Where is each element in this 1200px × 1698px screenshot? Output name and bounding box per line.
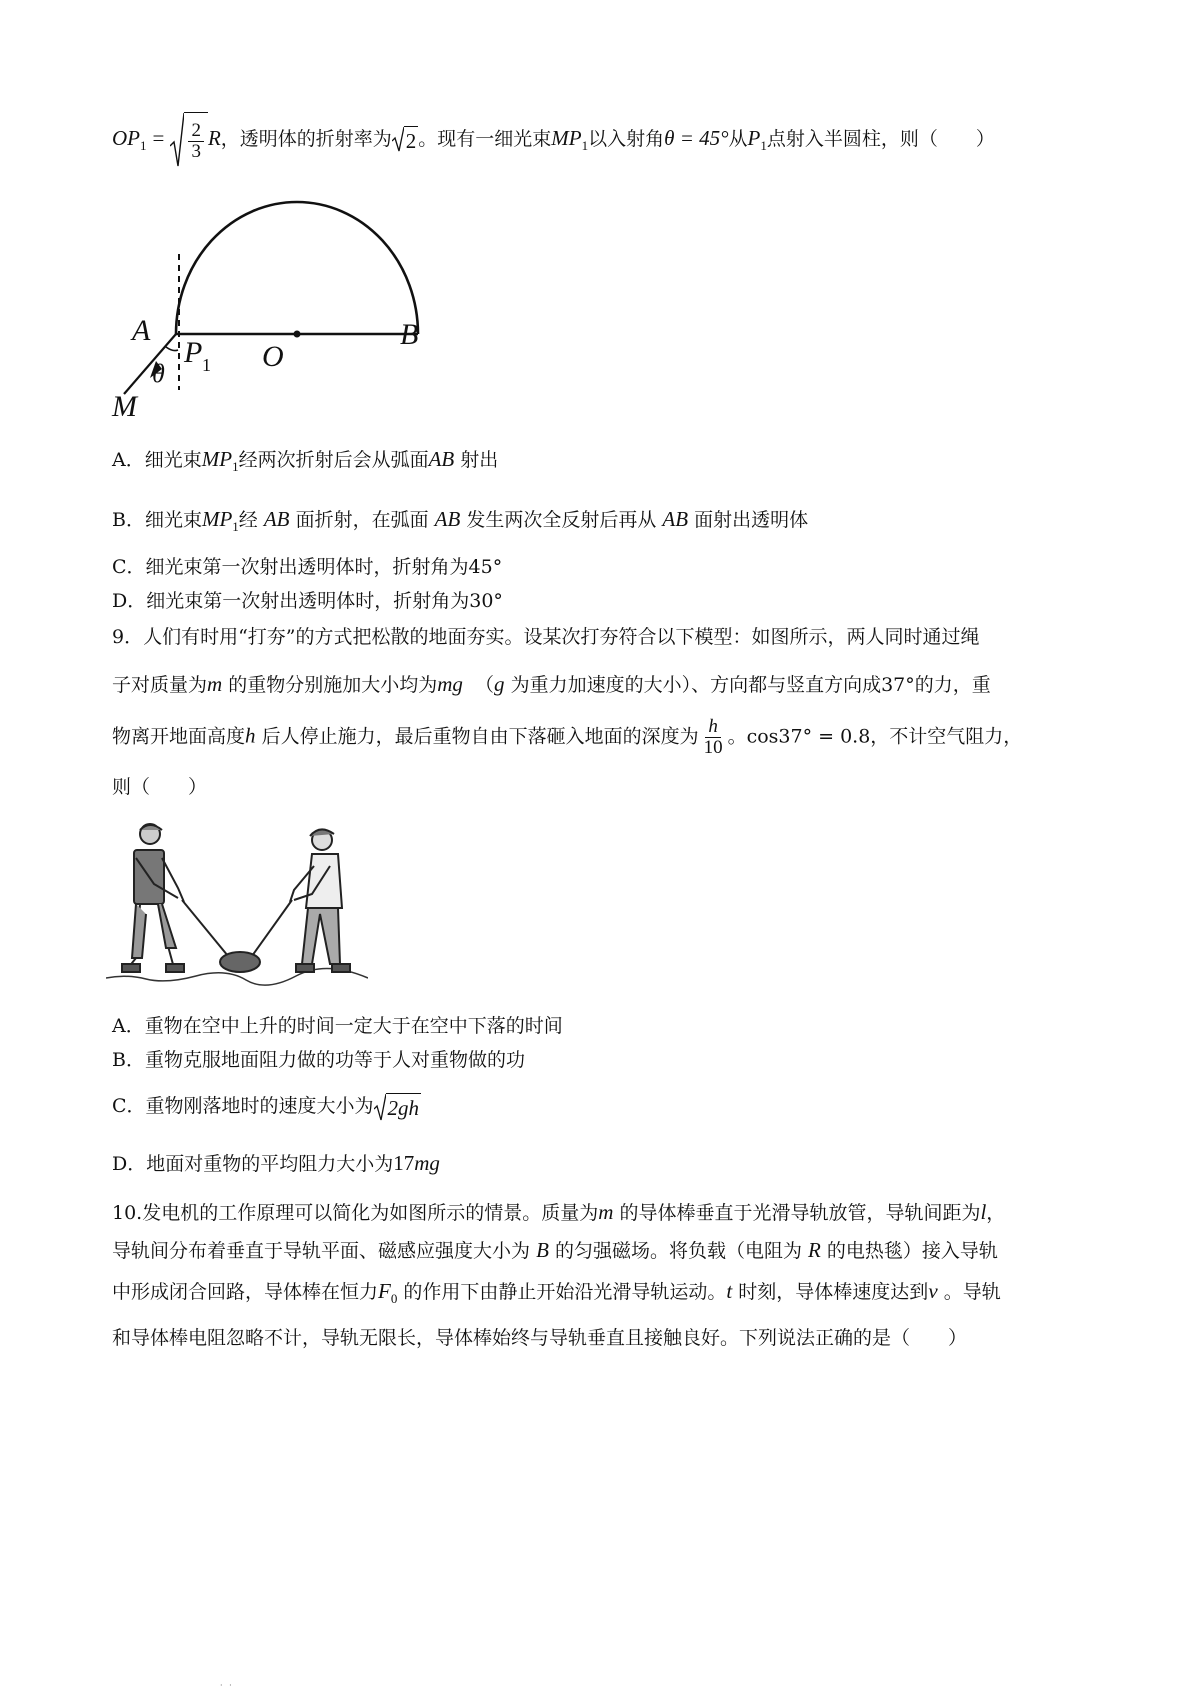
svg-text:θ: θ: [152, 359, 165, 388]
q8-intro-line: $OP_1$ = $\frac{2}{3}$ R，透明体的折射率为 2 。现有一细光束$MP_1$以入射角θ = 45°从$P_1$点射入半圆柱，则（ ）: [112, 112, 995, 168]
rope-left: [182, 900, 228, 956]
center-point-O: [294, 331, 301, 338]
rope-right: [252, 900, 292, 956]
svg-text:A: A: [132, 314, 151, 347]
semicircle-figure: [110, 180, 440, 425]
op1-symbol: $OP_1$: [112, 126, 147, 153]
sqrt-2gh: 2gh: [374, 1093, 422, 1121]
fraction-2-3: $\frac{2}{3}$: [188, 121, 204, 162]
q8-option-a: A．细光束$MP_1$经两次折射后会从弧面AB 射出: [112, 447, 499, 474]
q8-option-d: D．细光束第一次射出透明体时，折射角为30°: [112, 590, 503, 612]
fraction-h-10: $\frac{h}{10}$: [703, 716, 723, 758]
q9-option-a: A．重物在空中上升的时间一定大于在空中下落的时间: [112, 1015, 563, 1037]
q9-line-2: 子对质量为m 的重物分别施加大小均为mg （g 为重力加速度的大小）、方向都与竖直方向成37°的力，重: [112, 672, 991, 696]
q10-line-2: 导轨间分布着垂直于导轨平面、磁感应强度大小为 B 的匀强磁场。将负载（电阻为 R 的电热毯）接入导轨: [112, 1238, 998, 1262]
person-left: [122, 824, 184, 972]
q9-line-3: 物离开地面高度h 后人停止施力，最后重物自由下落砸入地面的深度为 $\frac{h}{10}$ 。cos37° = 0.8，不计空气阻力，: [112, 716, 1023, 758]
tamping-figure: [106, 818, 368, 998]
q8-option-b: B．细光束$MP_1$经 AB 面折射，在弧面 AB 发生两次全反射后再从 AB 面射出透明体: [112, 507, 809, 534]
q9-line-4: 则（ ）: [112, 776, 208, 798]
sqrt-two-thirds: [170, 112, 208, 168]
q9-option-d: D．地面对重物的平均阻力大小为17mg: [112, 1151, 440, 1175]
footer-mark: · ·: [220, 1681, 234, 1690]
svg-text:O: O: [262, 340, 284, 373]
q10-line-4: 和导体棒电阻忽略不计，导轨无限长，导体棒始终与导轨垂直且接触良好。下列说法正确的是（ ）: [112, 1327, 968, 1349]
q10-line-1: 10.发电机的工作原理可以简化为如图所示的情景。质量为m 的导体棒垂直于光滑导轨放管，导轨间距为l，: [112, 1200, 1006, 1224]
svg-text:P: P: [184, 336, 203, 369]
q8-option-c: C．细光束第一次射出透明体时，折射角为45°: [112, 556, 503, 578]
heavy-weight: [220, 952, 260, 972]
q9-line-1: 9．人们有时用“打夯”的方式把松散的地面夯实。设某次打夯符合以下模型：如图所示，两人同时通过绳: [112, 626, 980, 648]
q10-line-3: 中形成闭合回路，导体棒在恒力$F_0$ 的作用下由静止开始沿光滑导轨运动。t 时刻，导体棒速度达到v 。导轨: [112, 1279, 1001, 1306]
angle-arc: [166, 347, 178, 351]
svg-text:M: M: [112, 390, 137, 423]
person-right: [290, 829, 350, 972]
semicircle-arc: [176, 202, 418, 334]
svg-text:1: 1: [202, 355, 211, 375]
q9-option-c: C．重物刚落地时的速度大小为 2gh: [112, 1093, 421, 1121]
sqrt-two: 2: [392, 126, 419, 154]
q9-option-b: B．重物克服地面阻力做的功等于人对重物做的功: [112, 1049, 525, 1071]
svg-text:B: B: [400, 318, 419, 351]
